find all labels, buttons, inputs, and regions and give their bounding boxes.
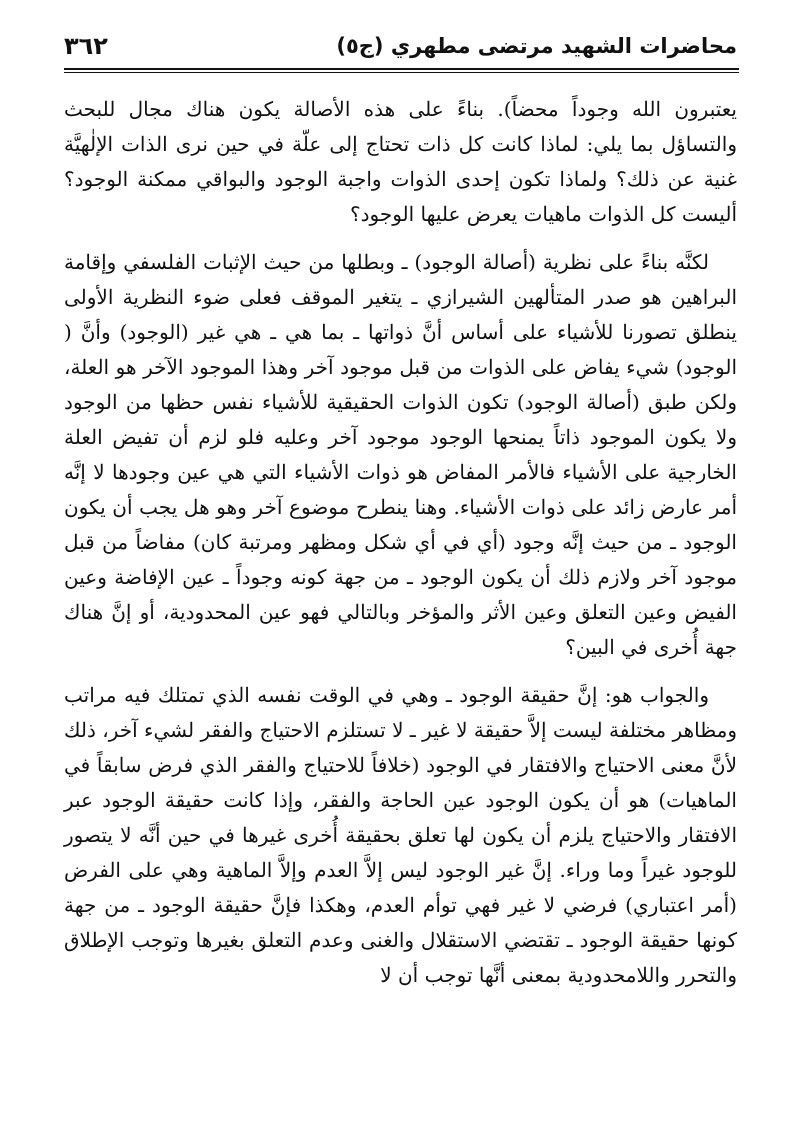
page-header	[64, 26, 737, 66]
header-rule-thin	[64, 72, 739, 73]
paragraph-3: والجواب هو: إنَّ حقيقة الوجود ـ وهي في الوقت نفسه الذي تمتلك فيه مراتب ومظاهر مختلفة ليست إلاَّ حقيقة لا غير ـ لا تستلزم الاحتياج والفقر لشيء آخر، ذلك لأنَّ معنى الاحتياج والافتقار في الوجود (خلافاً للاحتياج والفقر الذي فرض سابقاً في الماهيات) هو أن يكون الوجود عين الحاجة والفقر، وإذا كانت حقيقة الوجود عبر الافتقار والاحتياج يلزم أن يكون لها تعلق بحقيقة أُخرى غيرها في حين أنَّه لا يتصور للوجود غيراً وما وراء. إنَّ غير الوجود ليس إلاَّ العدم وإلاَّ الماهية وهي على الفرض (أمر اعتباري) فرضي لا غير فهي توأم العدم، وهكذا فإنَّ حقيقة الوجود ـ من جهة كونها حقيقة الوجود ـ تقتضي الاستقلال والغنى وعدم التعلق بغيرها وتوجب الإطلاق والتحرر واللامحدودية بمعنى أنَّها توجب أن لا	[64, 683, 737, 987]
paragraph-2: لكنَّه بناءً على نظرية (أصالة الوجود) ـ وبطلها من حيث الإثبات الفلسفي وإقامة البراهين هو صدر المتألهين الشيرازي ـ يتغير الموقف فعلى ضوء النظرية الأولى ينطلق تصورنا للأشياء على أساس أنَّ ذواتها ـ بما هي ـ هي غير (الوجود) وأنَّ ( الوجود) شيء يفاض على الذوات من قبل موجود آخر وهذا الموجود الآخر هو العلة، ولكن طبق (أصالة الوجود) تكون الذوات الحقيقية للأشياء نفس حظها من الوجود ولا يكون الموجود ذاتاً يمنحها الوجود موجود آخر وعليه فلو لزم أن تفيض العلة الخارجية على الأشياء فالأمر المفاض هو ذوات الأشياء التي هي عين وجودها لا إنَّه أمر عارض زائد على ذوات الأشياء. وهنا ينطرح موضوع آخر وهو هل يجب أن يكون الوجود ـ من حيث إنَّه وجود (أي في أي شكل ومظهر ومرتبة كان) مفاضاً من قبل موجود آخر ولازم ذلك أن يكون الوجود ـ من جهة كونه وجوداً ـ عين الإفاضة وعين الفيض وعين التعلق وعين الأثر والمؤخر وبالتالي فهو عين المحدودية، أو إنَّ هناك جهة أُخرى في البين؟	[64, 250, 737, 659]
running-title: محاضرات الشهيد مرتضى مطهري (ج٥)	[336, 34, 737, 58]
page-number: ٣٦٢	[64, 32, 108, 60]
header-rule	[64, 68, 739, 70]
body-text	[64, 92, 737, 993]
paragraph-1: يعتبرون الله وجوداً محضاً). بناءً على هذه الأصالة يكون هناك مجال للبحث والتساؤل بما يلي: لماذا كانت كل ذات تحتاج إلى علّة في حين نرى الذات الإلٰهيَّة غنية عن ذلك؟ ولماذا تكون إحدى الذوات واجبة الوجود والبواقي ممكنة الوجود؟ أليست كل الذوات ماهيات يعرض عليها الوجود؟	[64, 97, 737, 226]
